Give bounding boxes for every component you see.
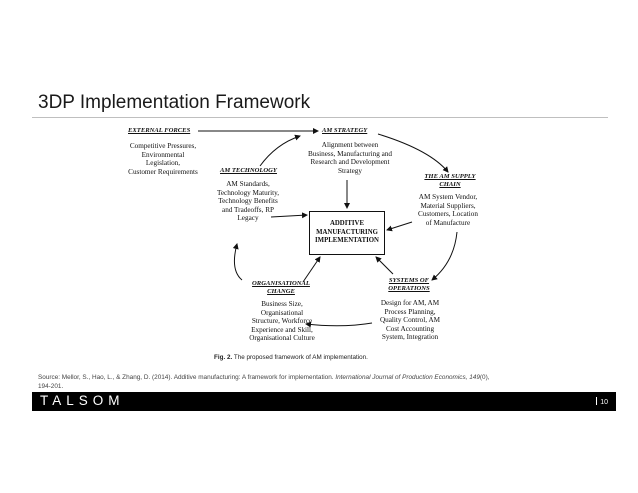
systems-of-operations-heading bbox=[386, 277, 432, 292]
am-implementation-box bbox=[309, 211, 385, 255]
systems-of-operations-line: Cost Accounting bbox=[385, 324, 435, 333]
systems-of-operations-line: Process Planning, bbox=[384, 307, 436, 316]
am-strategy-line: Alignment between bbox=[321, 141, 379, 149]
organisational-change-heading-line: CHANGE bbox=[267, 287, 295, 295]
systems-of-operations-line: Design for AM, AM bbox=[380, 299, 440, 307]
organisational-change-text bbox=[240, 300, 324, 343]
arrow-operations-to-center bbox=[376, 257, 393, 274]
am-strategy-line: Research and Development bbox=[310, 158, 390, 167]
source-suffix: (0), bbox=[479, 374, 490, 381]
figure-caption-text: The proposed framework of AM implementation. bbox=[233, 354, 368, 361]
systems-of-operations-heading-line: OPERATIONS bbox=[388, 284, 430, 292]
am-technology-text bbox=[208, 180, 288, 223]
organisational-change-line: Organisational bbox=[260, 308, 304, 317]
am-technology-line: Technology Benefits bbox=[218, 197, 278, 206]
source-pages: 194-201. bbox=[38, 383, 64, 390]
arrow-supply-to-center bbox=[387, 222, 412, 230]
organisational-change-heading bbox=[250, 280, 312, 295]
external-forces-heading: EXTERNAL FORCES bbox=[128, 127, 191, 134]
organisational-change-line: Experience and Skill, bbox=[251, 325, 313, 334]
page-number: 10 bbox=[596, 397, 608, 406]
title-divider bbox=[32, 117, 608, 118]
supply-chain-heading-line: THE AM SUPPLY bbox=[424, 173, 476, 180]
external-forces-text bbox=[122, 142, 204, 176]
arc-change-to-technology bbox=[234, 244, 242, 280]
talsom-logo: TALSOM bbox=[40, 393, 125, 408]
am-strategy-line: Strategy bbox=[338, 166, 362, 175]
supply-chain-heading bbox=[422, 173, 478, 188]
organisational-change-heading-line: ORGANISATIONAL bbox=[252, 280, 310, 287]
supply-chain-text bbox=[410, 193, 486, 227]
am-technology-heading: AM TECHNOLOGY bbox=[220, 167, 277, 174]
supply-chain-line: Customers, Location bbox=[418, 210, 478, 219]
source-prefix: Source: Mellor, S., Hao, L., & Zhang, D. (2014). Additive manufacturing: A framework for implementation. bbox=[38, 374, 334, 381]
am-strategy-text bbox=[300, 141, 400, 175]
am-strategy-heading: AM STRATEGY bbox=[322, 127, 368, 134]
organisational-change-line: Organisational Culture bbox=[249, 334, 315, 343]
slide-title: 3DP Implementation Framework bbox=[38, 92, 311, 113]
systems-of-operations-line: Quality Control, AM bbox=[379, 316, 441, 325]
supply-chain-line: of Manufacture bbox=[425, 218, 471, 227]
am-implementation-label: ADDITIVE MANUFACTURING IMPLEMENTATION bbox=[315, 220, 379, 245]
organisational-change-line: Business Size, bbox=[261, 300, 303, 308]
am-technology-line: and Tradeoffs, RP bbox=[222, 205, 274, 214]
external-forces-line: Competitive Pressures, bbox=[129, 142, 197, 150]
external-forces-line: Legislation, bbox=[145, 159, 181, 168]
external-forces-line: Environmental bbox=[141, 150, 185, 159]
arc-technology-to-strategy bbox=[260, 136, 300, 166]
am-technology-line: Legacy bbox=[237, 214, 259, 223]
organisational-change-line: Structure, Workforce bbox=[251, 317, 313, 326]
source-journal: International Journal of Production Economics, 149 bbox=[335, 374, 480, 381]
am-strategy-line: Business, Manufacturing and bbox=[307, 149, 393, 158]
am-technology-line: Technology Maturity, bbox=[216, 188, 280, 197]
framework-figure bbox=[110, 122, 480, 367]
arrow-change-to-center bbox=[303, 257, 320, 282]
am-technology-line: AM Standards, bbox=[226, 180, 270, 188]
figure-caption bbox=[214, 354, 514, 361]
arc-supply-to-operations bbox=[432, 232, 457, 280]
figure-caption-label: Fig. 2. bbox=[214, 354, 233, 361]
systems-of-operations-line: System, Integration bbox=[381, 333, 439, 342]
external-forces-line: Customer Requirements bbox=[128, 167, 198, 176]
footer-bar bbox=[32, 392, 616, 411]
supply-chain-line: Material Suppliers, bbox=[420, 201, 476, 210]
supply-chain-line: AM System Vendor, bbox=[418, 193, 478, 201]
source-citation bbox=[38, 373, 616, 391]
systems-of-operations-text bbox=[372, 299, 448, 342]
supply-chain-heading-line: CHAIN bbox=[439, 180, 461, 188]
systems-of-operations-heading-line: SYSTEMS OF bbox=[388, 277, 430, 284]
